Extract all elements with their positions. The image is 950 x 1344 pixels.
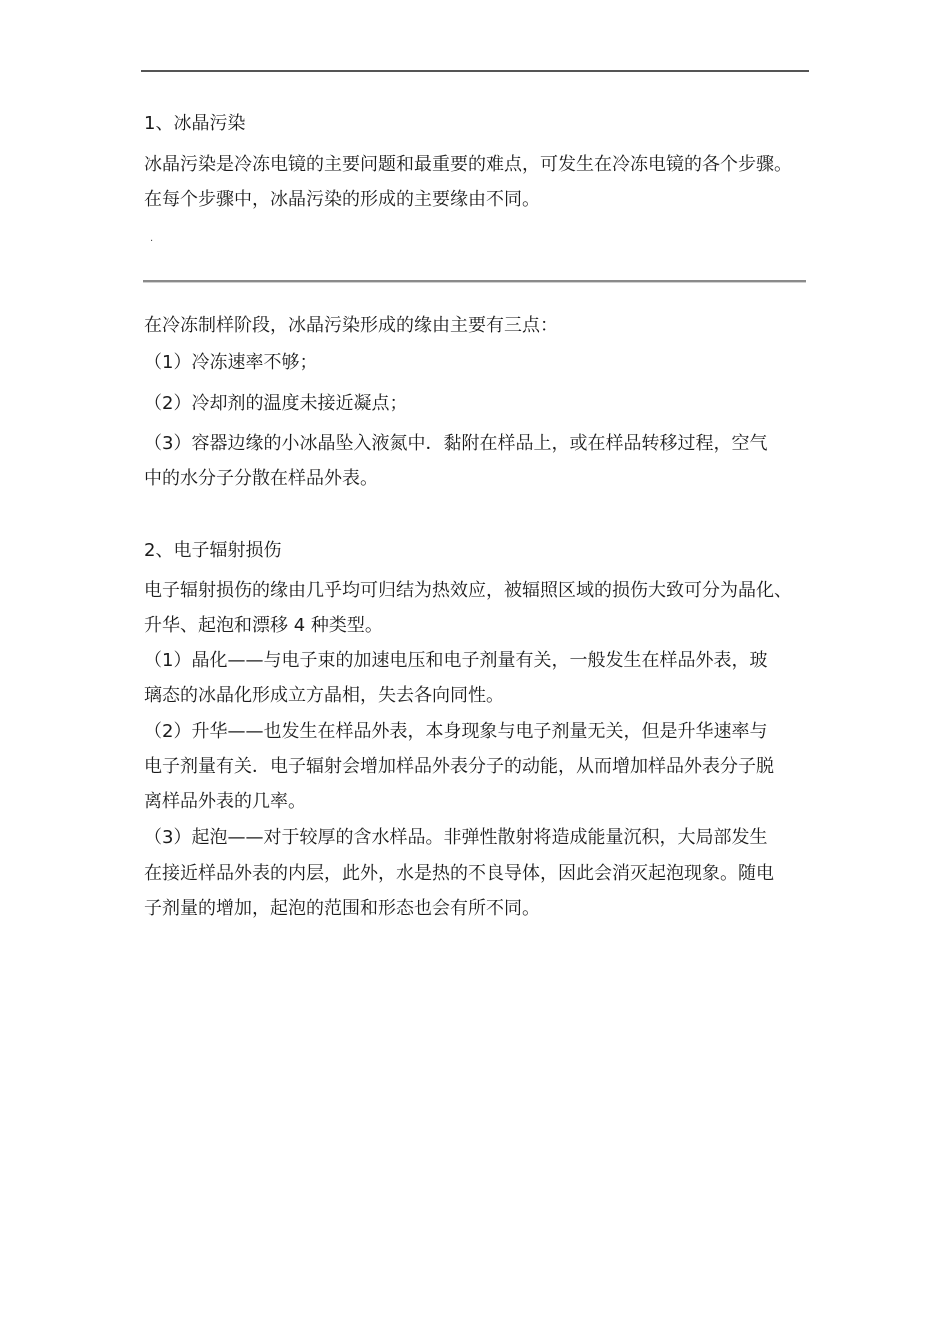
section-2-line-8: （3）起泡——对于较厚的含水样品。非弹性散射将造成能量沉积，大局部发生 <box>144 827 768 848</box>
section-2-line-1: 电子辐射损伤的缘由几乎均可归结为热效应，被辐照区域的损伤大致可分为晶化、 <box>144 580 792 601</box>
section-2-line-6: 电子剂量有关．电子辐射会增加样品外表分子的动能，从而增加样品外表分子脱 <box>144 756 774 777</box>
section-1-detail-line-1: 在冷冻制样阶段，冰晶污染形成的缘由主要有三点： <box>144 315 558 336</box>
section-1-heading: 1、冰晶污染 <box>144 113 246 134</box>
section-2-line-9: 在接近样品外表的内层，此外，水是热的不良导体，因此会消灭起泡现象。随电 <box>144 863 774 884</box>
section-2-heading: 2、电子辐射损伤 <box>144 540 282 561</box>
top-rule <box>141 70 809 72</box>
section-2-line-10: 子剂量的增加，起泡的范围和形态也会有所不同。 <box>144 898 540 919</box>
section-1-detail-line-5: 中的水分子分散在样品外表。 <box>144 468 378 489</box>
section-1-detail-line-4: （3）容器边缘的小冰晶坠入液氮中．黏附在样品上，或在样品转移过程，空气 <box>144 433 768 454</box>
section-1-detail-line-3: （2）冷却剂的温度未接近凝点； <box>144 393 408 414</box>
middle-rule <box>143 280 806 283</box>
stray-dot: . <box>150 233 154 244</box>
section-2-line-5: （2）升华——也发生在样品外表，本身现象与电子剂量无关，但是升华速率与 <box>144 721 768 742</box>
section-2-line-2: 升华、起泡和漂移 4 种类型。 <box>144 615 383 636</box>
section-1-detail-line-2: （1）冷冻速率不够； <box>144 352 318 373</box>
section-1-intro-line-2: 在每个步骤中，冰晶污染的形成的主要缘由不同。 <box>144 189 540 210</box>
section-2-line-3: （1）晶化——与电子束的加速电压和电子剂量有关，一般发生在样品外表，玻 <box>144 650 768 671</box>
section-1-intro-line-1: 冰晶污染是冷冻电镜的主要问题和最重要的难点，可发生在冷冻电镜的各个步骤。 <box>144 154 792 175</box>
section-2-line-7: 离样品外表的几率。 <box>144 791 306 812</box>
section-2-line-4: 璃态的冰晶化形成立方晶相，失去各向同性。 <box>144 685 504 706</box>
